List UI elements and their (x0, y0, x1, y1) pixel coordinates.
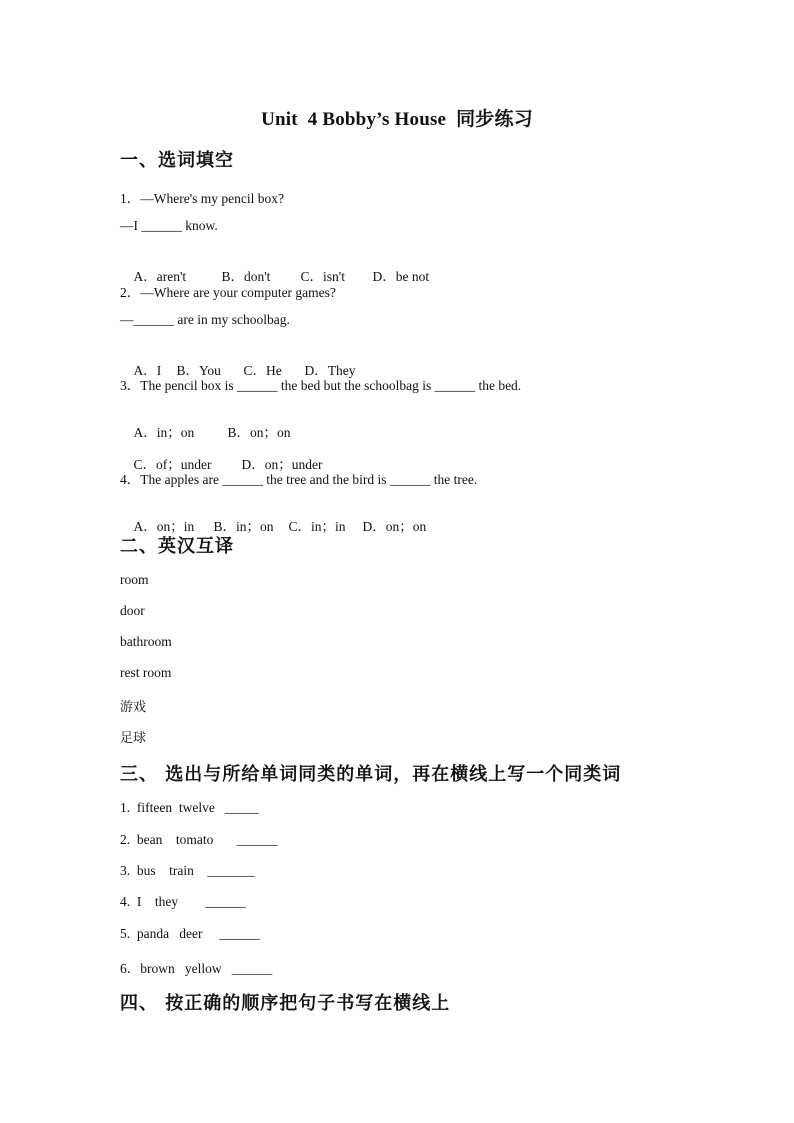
option-b: B．in；on (213, 519, 274, 534)
section-heading-1: 一、选词填空 (120, 150, 234, 171)
option-c: C．isn't (300, 269, 345, 284)
option-a: A．on；in (133, 519, 195, 534)
classification-item: 1. fifteen twelve _____ (120, 800, 259, 815)
question-2-stem: 2．—Where are your computer games? (120, 285, 336, 300)
question-2-answer-line: —______ are in my schoolbag. (120, 312, 290, 327)
section-heading-3: 三、 选出与所给单词同类的单词，再在横线上写一个同类词 (120, 764, 622, 785)
translation-item: 足球 (120, 731, 147, 746)
translation-item: door (120, 603, 145, 618)
option-a: A．in；on (133, 425, 195, 440)
page-title (0, 104, 794, 131)
option-c: C．He (243, 363, 282, 378)
option-a: A．aren't (133, 269, 187, 284)
option-a: A．I (133, 363, 162, 378)
option-c: C．of；under (133, 457, 212, 472)
section-heading-4: 四、 按正确的顺序把句子书写在横线上 (120, 993, 451, 1014)
question-1-stem: 1．—Where's my pencil box? (120, 191, 285, 206)
classification-item: 4. I they ______ (120, 894, 246, 909)
translation-item: rest room (120, 665, 172, 680)
option-d: D．be not (372, 269, 430, 284)
classification-item: 6．brown yellow ______ (120, 961, 273, 976)
question-1-answer-line: —I ______ know. (120, 218, 218, 233)
classification-item: 5. panda deer ______ (120, 926, 260, 941)
title-english: Unit 4 Bobby’s House (261, 109, 447, 130)
translation-item: 游戏 (120, 700, 147, 715)
translation-item: bathroom (120, 634, 172, 649)
option-b: B．on；on (227, 425, 291, 440)
classification-item: 3. bus train _______ (120, 863, 255, 878)
option-b: B．You (176, 363, 221, 378)
option-d: D．on；under (241, 457, 323, 472)
option-b: B．don't (221, 269, 271, 284)
title-chinese: 同步练习 (456, 109, 533, 130)
option-d: D．They (304, 363, 356, 378)
option-d: D．on；on (362, 519, 427, 534)
option-c: C．in；in (288, 519, 346, 534)
question-3-stem: 3．The pencil box is ______ the bed but the schoolbag is ______ the bed. (120, 378, 522, 393)
classification-item: 2. bean tomato ______ (120, 832, 278, 847)
question-4-stem: 4．The apples are ______ the tree and the bird is ______ the tree. (120, 472, 478, 487)
translation-item: room (120, 572, 149, 587)
section-heading-2: 二、英汉互译 (120, 536, 234, 557)
